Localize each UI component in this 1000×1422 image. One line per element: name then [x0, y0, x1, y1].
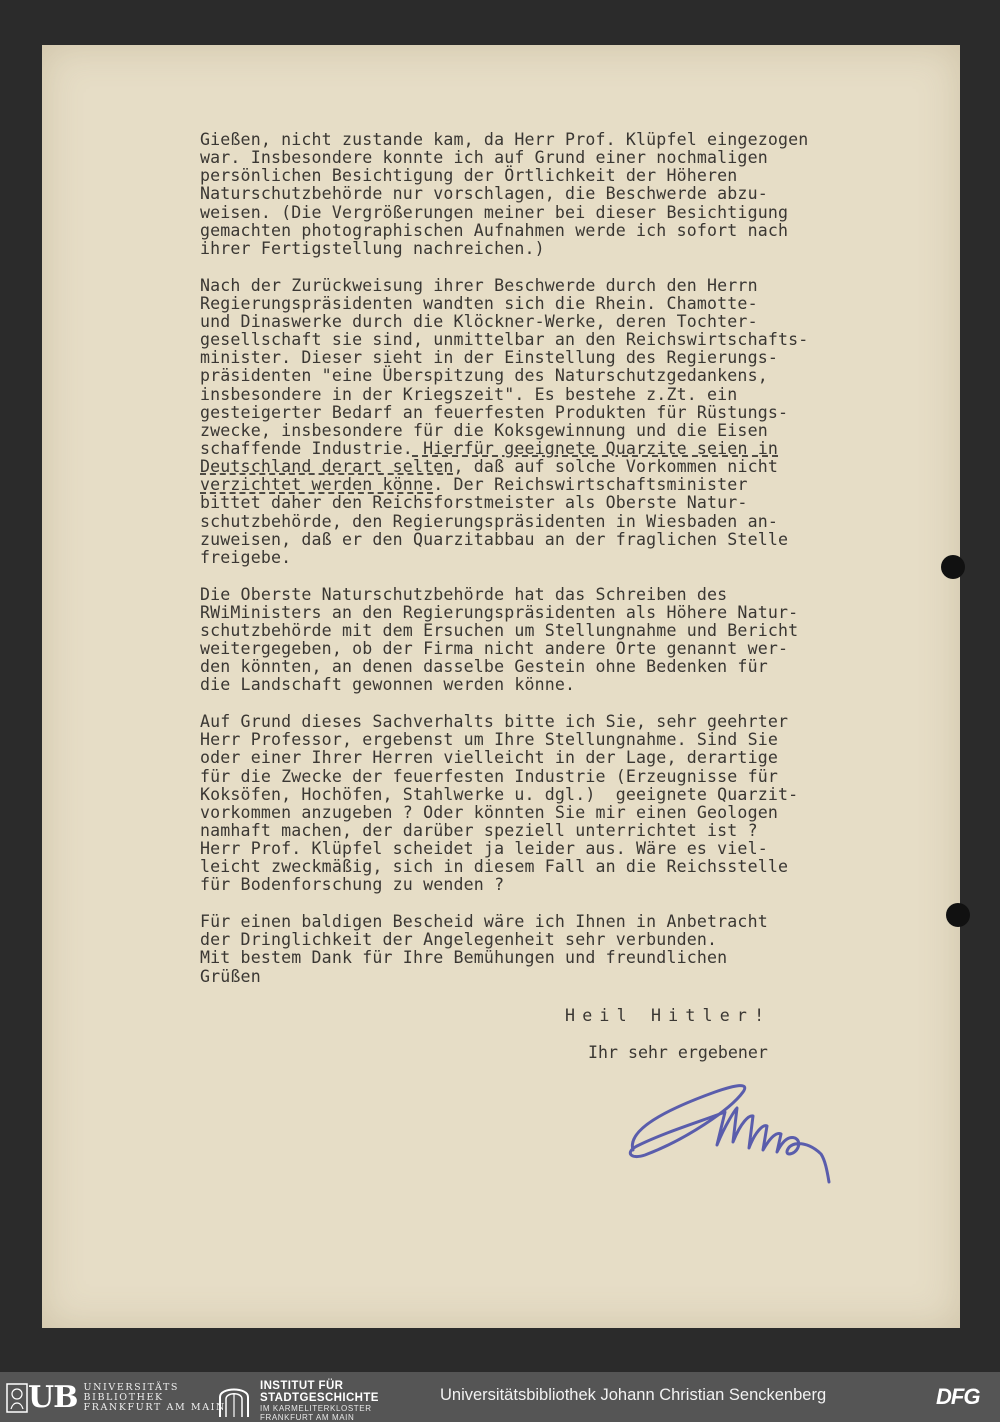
- arch-icon: [216, 1383, 252, 1419]
- isg-name: INSTITUT FÜR STADTGESCHICHTE IM KARMELITERKLOSTER FRANKFURT AM MAIN: [260, 1380, 379, 1422]
- footer-bar: [0, 1372, 1000, 1422]
- isg-logo[interactable]: [216, 1380, 379, 1422]
- underlined-text: Hierfür geeignete Quarzite seien in: [412, 439, 779, 458]
- paragraph-5: Für einen baldigen Bescheid wäre ich Ihnen in Anbetracht der Dringlichkeit der Angelegenheit sehr verbunden. Mit bestem Dank für Ihre Bemühungen und freundlichen Grüßen: [200, 912, 768, 986]
- punch-hole: [941, 555, 965, 579]
- paragraph-4: Auf Grund dieses Sachverhalts bitte ich Sie, sehr geehrter Herr Professor, ergebenst um Ihre Stellungnahme. Sind Sie oder einer Ihrer Herren vielleicht in der Lage, derartige für die Zwecke der feuerfesten Industrie (Erzeugnisse für Koksöfen, Hochöfen, Stahlwerke u. dgl.) geeignete Quarzit- vorkommen anzugeben ? Oder könnten Sie mir einen Geologen namhaft machen, der darüber speziell unterrichtet ist ? Herr Prof. Klüpfel scheidet ja leider aus. Wäre es viel- leicht zweckmäßig, sich in diesem Fall an die Reichsstelle für Bodenforschung zu wenden ?: [200, 712, 799, 895]
- paragraph-2: Nach der Zurückweisung ihrer Beschwerde durch den Herrn Regierungspräsidenten wandten sich die Rhein. Chamotte- und Dinaswerke durch die Klöckner-Werke, deren Tochter- gesellschaft sie sind, unmittelbar an den Reichswirtschafts- minister. Dieser sieht in der Einstellung des Regierungs- präsidenten "eine Überspitzung des Naturschutzgedankens, insbesondere in der Kriegszeit". Es bestehe z.Zt. ein gesteigerter Bedarf an feuerfesten Produkten für Rüstungs- zwecke, insbesondere für die Koksgewinnung und die Eisen schaffende Industrie. Hierfür geeignete Quarzite seien in Deutschland derart selten, daß auf solche Vorkommen nicht verzichtet werden könne. Der Reichswirtschaftsminister bittet daher den Reichsforstmeister als Oberste Natur- schutzbehörde, den Regierungspräsidenten in Wiesbaden an- zuweisen, daß er den Quarzitabbau an der fraglichen Stelle freigebe.: [200, 277, 900, 568]
- dfg-logo[interactable]: DFG: [936, 1384, 980, 1409]
- handwritten-signature: [625, 1070, 845, 1190]
- ub-mark: UB: [28, 1380, 78, 1415]
- letter-body: [200, 131, 900, 1004]
- line-underlined-mid: Deutschland derart selten, daß auf solche Vorkommen nicht: [200, 457, 779, 477]
- underlined-text: Deutschland derart selten: [200, 457, 454, 477]
- greeting: Heil Hitler!: [565, 1006, 772, 1025]
- paragraph-1: Gießen, nicht zustande kam, da Herr Prof. Klüpfel eingezogen war. Insbesondere konnte ich auf Grund einer nochmaligen persönlichen Besichtigung der Örtlichkeit der Höheren Naturschutzbehörde nur vorschlagen, die Beschwerde abzu- weisen. (Die Vergrößerungen meiner bei dieser Besichtigung gemachten photographischen Aufnahmen werde ich sofort nach ihrer Fertigstellung nachreichen.): [200, 130, 809, 258]
- paragraph-3: Die Oberste Naturschutzbehörde hat das Schreiben des RWiMinisters an den Regierungspräsidenten als Höhere Natur- schutzbehörde mit dem Ersuchen um Stellungnahme und Bericht weitergegeben, ob der Firma nicht andere Orte genannt wer- den könnten, an denen dasselbe Gestein ohne Bedenken für die Landschaft gewonnen werden könne.: [200, 584, 799, 695]
- library-name[interactable]: Universitätsbibliothek Johann Christian Senckenberg: [440, 1386, 827, 1404]
- line-underlined-end: verzichtet werden könne. Der Reichswirtschaftsminister: [200, 475, 748, 495]
- ub-name: UNIVERSITÄTS BIBLIOTHEK FRANKFURT AM MAIN: [83, 1381, 226, 1413]
- underlined-text: verzichtet werden könne: [200, 475, 434, 495]
- punch-hole: [946, 903, 970, 927]
- line-underlined-start: schaffende Industrie. Hierfür geeignete Quarzite seien in: [200, 439, 779, 458]
- ub-logo[interactable]: [6, 1380, 226, 1415]
- ub-emblem-icon: [6, 1383, 28, 1413]
- closing: Ihr sehr ergebener: [588, 1043, 768, 1062]
